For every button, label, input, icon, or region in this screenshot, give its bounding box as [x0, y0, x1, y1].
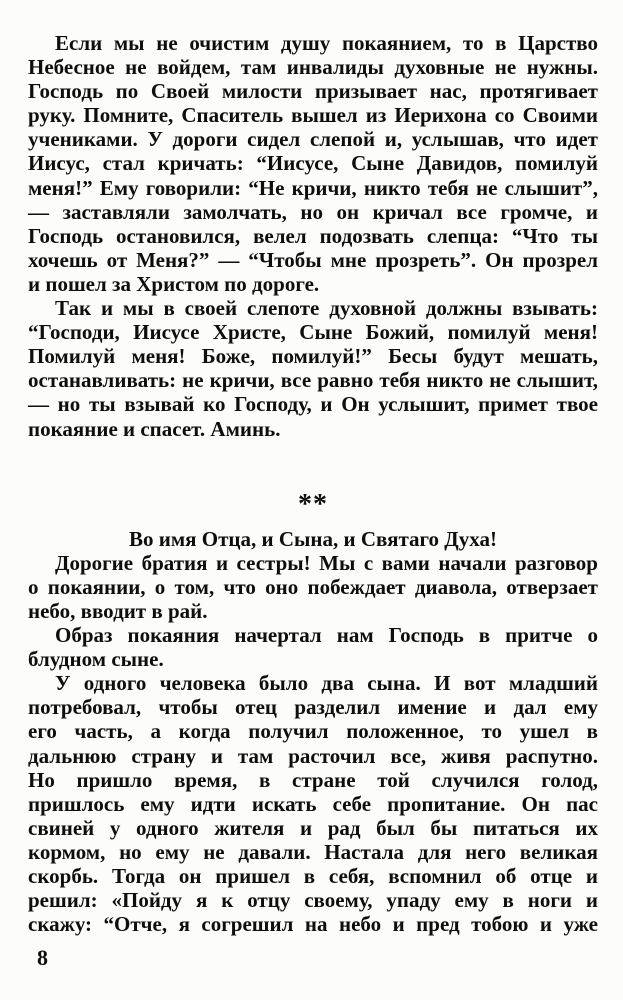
paragraph — [28, 671, 598, 936]
text-line: Образ покаяния начертал нам Господь в притче о — [55, 623, 598, 648]
text-line: руку. Помните, Спаситель вышел из Иерихона со Своими — [28, 103, 598, 128]
text-line: его часть, а когда получил положенное, то ушел в — [28, 719, 598, 744]
paragraph — [28, 31, 598, 296]
text-line: решил: «Пойду я к отцу своему, упаду ему в ноги и — [28, 888, 598, 913]
text-line: хочешь от Меня?” — “Чтобы мне прозреть”. Он прозрел — [28, 247, 598, 272]
text-line: Господь остановился, велел подозвать слепца: “Что ты — [28, 223, 598, 248]
text-line: Но пришло время, в стране той случился голод, — [28, 767, 598, 792]
text-line: меня!” Ему говорили: “Не кричи, никто тебя не слышит”, — [28, 175, 598, 200]
text-line: и пошел за Христом по дороге. — [28, 271, 320, 296]
text-line: — но ты взывай ко Господу, и Он услышит, примет твое — [28, 392, 598, 417]
section-separator: ** — [298, 488, 328, 520]
text-line: Небесное не войдем, там инвалиды духовные не нужны. — [28, 55, 598, 80]
text-line: “Господи, Иисусе Христе, Сыне Божий, помилуй меня! — [28, 320, 598, 345]
text-line: учениками. У дороги сидел слепой и, услышав, что идет — [28, 127, 598, 152]
text-line: Так и мы в своей слепоте духовной должны взывать: — [55, 296, 598, 321]
text-line: Если мы не очистим душу покаянием, то в Царство — [55, 31, 598, 55]
text-line: кормом, но ему не давали. Настала для него великая — [28, 839, 598, 864]
text-line: Дорогие братия и сестры! Мы с вами начали разговор — [55, 550, 598, 575]
text-line: свиней у одного жителя и рад был бы питаться их — [28, 815, 598, 840]
paragraph — [28, 296, 598, 441]
text-line: Господь по Своей милости призывает нас, протягивает — [28, 79, 598, 104]
paragraph — [28, 623, 598, 671]
text-line: — заставляли замолчать, но он кричал все громче, и — [28, 199, 598, 224]
text-line: потребовал, чтобы отец разделил имение и дал ему — [28, 695, 598, 720]
text-line: покаяние и спасет. Аминь. — [28, 416, 281, 441]
text-line: небо, вводит в рай. — [28, 598, 208, 623]
text-line: блудном сыне. — [28, 647, 164, 672]
page-number: 8 — [37, 945, 48, 970]
text-line: о покаянии, о том, что оно побеждает диавола, отверзает — [28, 574, 598, 599]
invocation-line: Во имя Отца, и Сына, и Святаго Духа! — [129, 526, 497, 551]
text-line: останавливать: не кричи, все равно тебя никто не слышит, — [28, 368, 598, 393]
paragraph — [28, 551, 598, 623]
text-line: пришлось ему идти искать себе пропитание. Он пас — [28, 791, 598, 816]
text-line: скажу: “Отче, я согрешил на небо и пред тобою и уже — [28, 912, 598, 937]
text-line: У одного человека было два сына. И вот младший — [55, 671, 598, 696]
text-line: Помилуй меня! Боже, помилуй!” Бесы будут мешать, — [28, 344, 598, 369]
text-line: Иисус, стал кричать: “Иисусе, Сыне Давидов, помилуй — [28, 151, 598, 176]
text-line: скорбь. Тогда он пришел в себя, вспомнил об отце и — [28, 864, 598, 888]
text-line: дальнюю страну и там расточил все, живя распутно. — [28, 743, 598, 768]
